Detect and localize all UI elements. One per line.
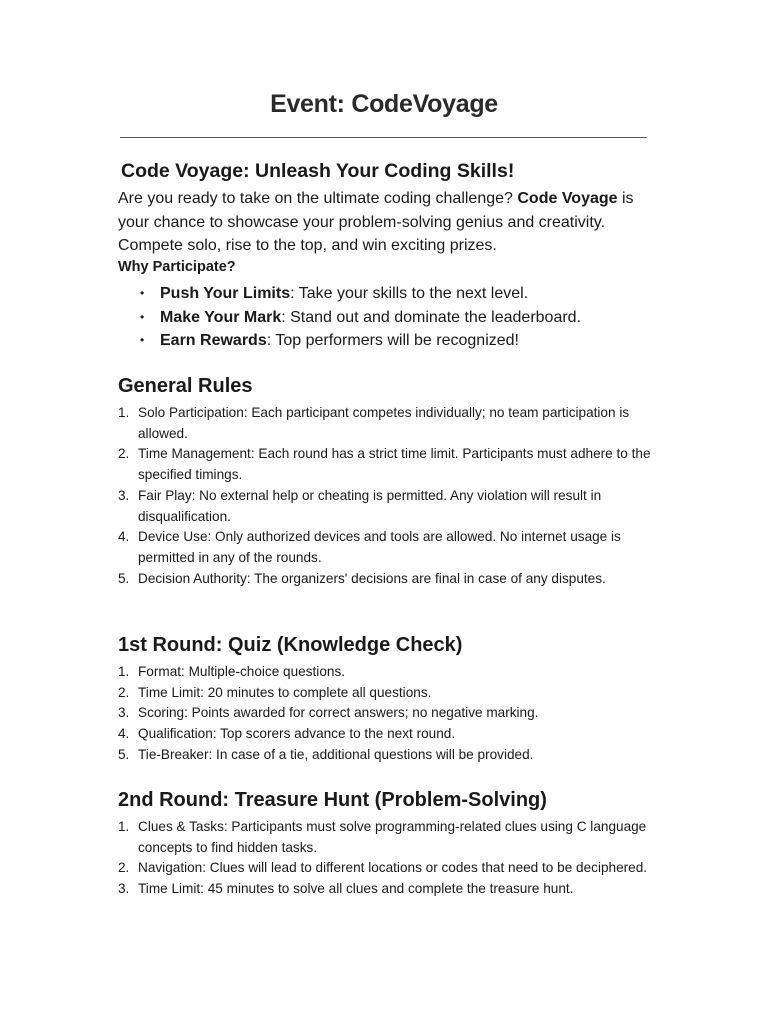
list-number: 4. [118, 726, 130, 742]
intro-text-bold: Code Voyage [517, 190, 618, 207]
list-text: Scoring: Points awarded for correct answers; no negative marking. [138, 705, 539, 721]
list-number: 4. [118, 529, 130, 545]
list-item [118, 662, 653, 683]
list-item [118, 569, 653, 590]
list-number: 2. [118, 684, 130, 700]
list-text: Time Management: Each round has a strict time limit. Participants must adhere to the specified timings. [138, 446, 651, 483]
list-item [118, 703, 653, 724]
list-number: 3. [118, 881, 130, 897]
list-number: 2. [118, 860, 130, 876]
list-text: Solo Participation: Each participant competes individually; no team participation is allowed. [138, 405, 630, 441]
general-rules-heading: General Rules [118, 375, 253, 397]
bullet-text: : Top performers will be recognized! [266, 332, 519, 349]
list-item [118, 724, 653, 745]
why-participate-heading: Why Participate? [118, 259, 236, 275]
list-item [118, 444, 653, 485]
document-title: Event: CodeVoyage [270, 90, 498, 118]
round2-list [118, 817, 653, 900]
bullet-bold: Push Your Limits [160, 285, 291, 302]
list-item [118, 858, 653, 879]
intro-text-start: Are you ready to take on the ultimate coding challenge? [118, 190, 518, 207]
bullet-text: : Stand out and dominate the leaderboard. [281, 308, 582, 326]
general-rules-list [118, 403, 653, 589]
list-text: Navigation: Clues will lead to different locations or codes that need to be deciphered. [138, 860, 648, 876]
why-participate-list [118, 282, 658, 353]
list-item [118, 683, 653, 704]
bullet-item [118, 282, 658, 306]
list-item [118, 879, 653, 900]
list-item [118, 403, 653, 444]
intro-heading: Code Voyage: Unleash Your Coding Skills! [121, 160, 515, 182]
intro-text-end: is your chance to showcase your problem-solving genius and creativity. Compete solo, rise to the top, and win exciting prizes. [118, 190, 634, 254]
list-text: Tie-Breaker: In case of a tie, additional questions will be provided. [138, 746, 534, 762]
list-text: Qualification: Top scorers advance to the next round. [138, 726, 456, 742]
list-text: Decision Authority: The organizers' decisions are final in case of any disputes. [138, 570, 606, 586]
list-text: Format: Multiple-choice questions. [138, 664, 346, 679]
list-number: 1. [118, 664, 130, 679]
list-item [118, 527, 653, 568]
list-text: Time Limit: 20 minutes to complete all questions. [138, 684, 432, 700]
round1-list [118, 662, 653, 766]
list-number: 3. [118, 487, 130, 503]
list-number: 5. [118, 570, 130, 586]
bullet-bold: Make Your Mark [160, 308, 282, 326]
list-number: 1. [118, 819, 130, 834]
intro-paragraph [118, 187, 648, 258]
bullet-icon: • [140, 309, 145, 324]
list-text: Time Limit: 45 minutes to solve all clues and complete the treasure hunt. [138, 881, 574, 897]
title-underline [120, 137, 647, 138]
list-item [118, 486, 653, 527]
list-text: Fair Play: No external help or cheating is permitted. Any violation will result in disqualification. [138, 487, 602, 524]
bullet-item [118, 306, 658, 330]
bullet-icon: • [140, 286, 145, 300]
round1-heading: 1st Round: Quiz (Knowledge Check) [118, 634, 463, 656]
list-item [118, 817, 653, 858]
list-number: 1. [118, 405, 130, 420]
list-number: 5. [118, 746, 130, 762]
list-item [118, 745, 653, 766]
list-number: 2. [118, 446, 130, 462]
bullet-text: : Take your skills to the next level. [290, 285, 529, 302]
round2-heading: 2nd Round: Treasure Hunt (Problem-Solving) [118, 789, 547, 811]
bullet-icon: • [140, 333, 145, 347]
list-text: Clues & Tasks: Participants must solve programming-related clues using C language concepts to find hidden tasks. [138, 819, 647, 855]
list-number: 3. [118, 705, 130, 721]
bullet-bold: Earn Rewards [160, 332, 267, 349]
list-text: Device Use: Only authorized devices and tools are allowed. No internet usage is permitted in any of the rounds. [138, 529, 621, 565]
bullet-item [118, 329, 658, 353]
